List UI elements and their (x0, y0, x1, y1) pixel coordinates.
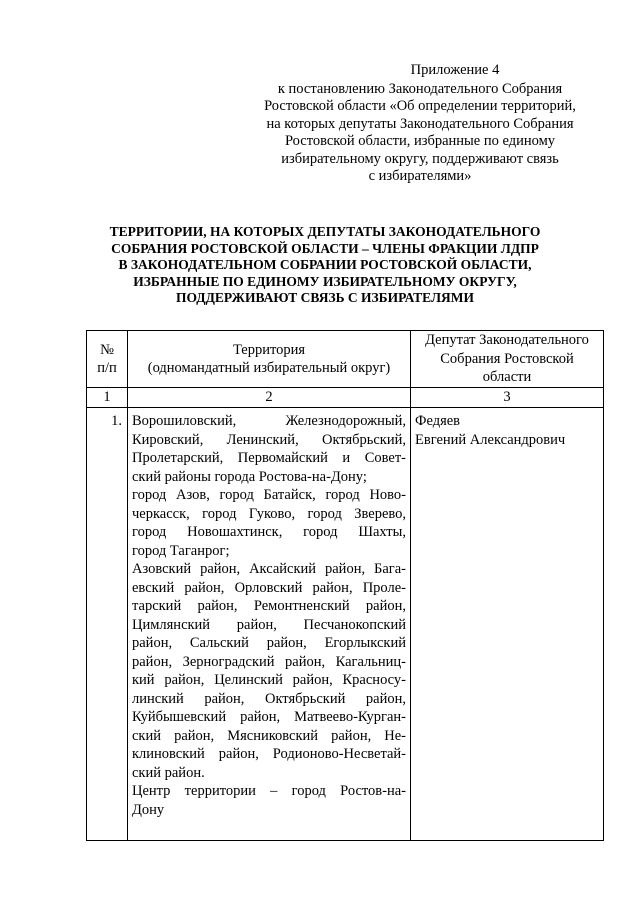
table-row (87, 408, 604, 841)
appendix-line: Ростовской области, избранные по единому (284, 133, 556, 149)
territory-line: тарский район, Ремонтненский район, (132, 598, 406, 614)
territory-line: ский район, Мясниковский район, Не- (132, 727, 406, 744)
territory-line: клиновский район, Родионово-Несветай- (132, 746, 406, 762)
territory-line: Ворошиловский, Железнодорожный, (132, 413, 406, 429)
header-territory-line: Территория (232, 341, 306, 358)
column-number: 3 (411, 388, 604, 408)
territory-line: евский район, Орловский район, Проле- (132, 579, 406, 596)
column-numbers-row (87, 388, 604, 408)
territories-table (86, 330, 604, 841)
territory-line: район, Сальский район, Егорлыкский (132, 635, 406, 651)
appendix-title: Приложение 4 (410, 62, 500, 78)
territory-line: город Таганрог; (132, 542, 230, 559)
territory-line: Цимлянский район, Песчанокопский (132, 616, 406, 633)
territory-line: город Азов, город Батайск, город Ново- (132, 487, 406, 503)
territory-line: ский районы города Ростова-на-Дону; (132, 468, 367, 485)
appendix-line: на которых депутаты Законодательного Собрания (266, 115, 574, 132)
territory-line: кий район, Целинский район, Красносу- (132, 672, 406, 688)
header-territory (128, 331, 411, 388)
header-number (87, 331, 128, 388)
document-heading (80, 224, 570, 307)
heading-line: ИЗБРАННЫЕ ПО ЕДИНОМУ ИЗБИРАТЕЛЬНОМУ ОКРУГУ, (133, 273, 517, 289)
appendix-line: с избирателями» (368, 168, 472, 184)
header-territory-line: (одномандатный избирательный округ) (147, 360, 391, 376)
heading-line: В ЗАКОНОДАТЕЛЬНОМ СОБРАНИИ РОСТОВСКОЙ ОБЛАСТИ, (118, 257, 532, 272)
heading-line: ПОДДЕРЖИВАЮТ СВЯЗЬ С ИЗБИРАТЕЛЯМИ (175, 290, 475, 305)
header-deputy-line: Собрания Ростовской (440, 350, 574, 367)
header-deputy-line: области (482, 369, 532, 386)
territory-line: линский район, Октябрьский район, (132, 690, 406, 707)
territory-line: район, Зерноградский район, Кагальниц- (132, 653, 406, 670)
appendix-line: к постановлению Законодательного Собрания (277, 80, 563, 97)
appendix-line: избирательному округу, поддерживают связь (281, 150, 559, 167)
deputy-surname: Федяев (415, 413, 461, 429)
row-number: 1. (87, 408, 128, 841)
appendix-line: Ростовской области «Об определении территорий, (264, 98, 576, 114)
territory-line: Азовский район, Аксайский район, Бага- (132, 561, 406, 577)
territory-cell (128, 408, 411, 841)
header-number-line: п/п (97, 360, 117, 376)
territory-line: Центр территории – город Ростов-на- (132, 783, 406, 799)
territory-line: Куйбышевский район, Матвеево-Курган- (132, 709, 406, 725)
table-header-row (87, 331, 604, 388)
header-deputy (411, 331, 604, 388)
header-number-line: № (100, 341, 114, 358)
territory-line: Пролетарский, Первомайский и Совет- (132, 450, 406, 466)
territory-line: ский район. (132, 764, 205, 781)
territory-line: Кировский, Ленинский, Октябрьский, (132, 431, 406, 448)
deputy-cell (411, 408, 604, 841)
column-number: 2 (128, 388, 411, 408)
territory-line: черкасск, город Гуково, город Зверево, (132, 505, 406, 522)
appendix-block (230, 62, 610, 186)
column-number: 1 (87, 388, 128, 408)
heading-line: ТЕРРИТОРИИ, НА КОТОРЫХ ДЕПУТАТЫ ЗАКОНОДАТЕЛЬНОГО (109, 224, 541, 239)
territory-line: Дону (132, 801, 165, 818)
territory-line: город Новошахтинск, город Шахты, (132, 524, 406, 540)
header-deputy-line: Депутат Законодательного (425, 332, 589, 349)
heading-line: СОБРАНИЯ РОСТОВСКОЙ ОБЛАСТИ – ЧЛЕНЫ ФРАКЦИИ ЛДПР (111, 240, 539, 256)
deputy-name: Евгений Александрович (415, 431, 566, 448)
